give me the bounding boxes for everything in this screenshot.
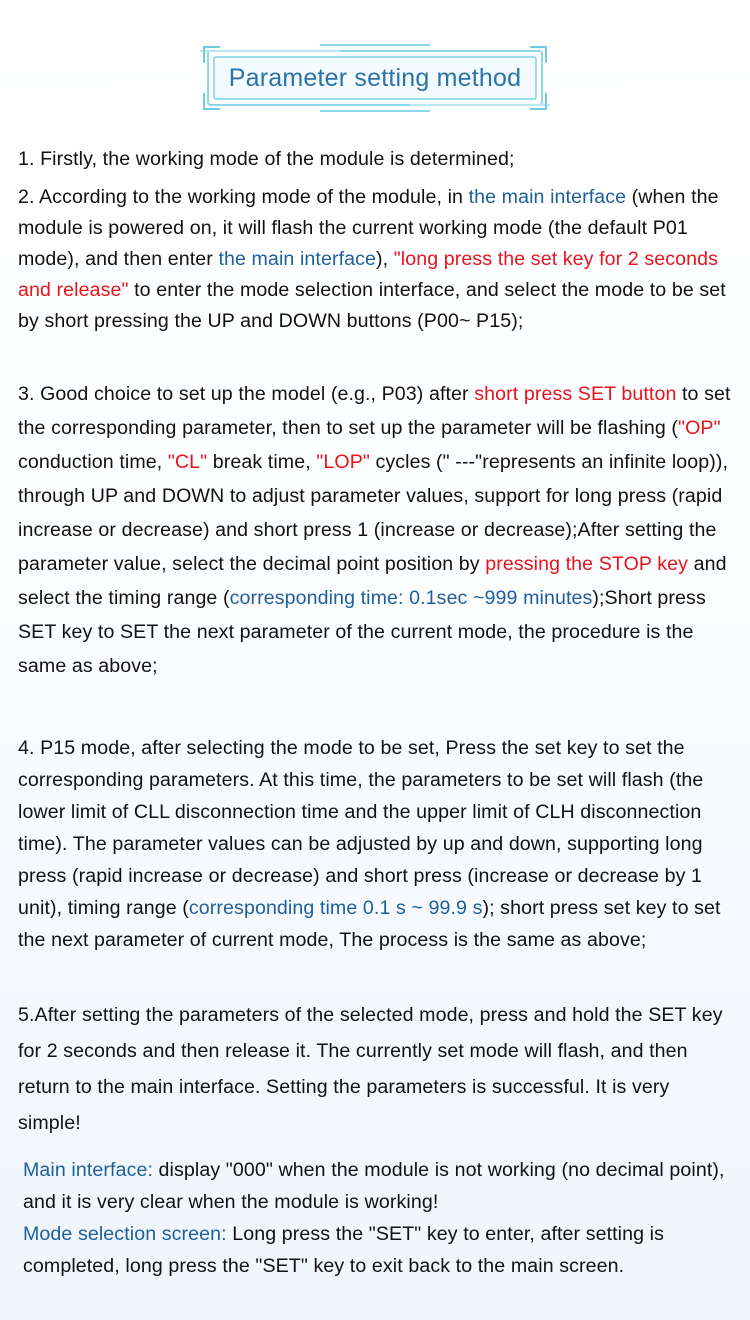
step-4-highlight-time-range: corresponding time 0.1 s ~ 99.9 s xyxy=(188,897,483,919)
title-banner xyxy=(200,43,550,113)
step-2-highlight-main-interface-1: the main interface xyxy=(468,186,627,208)
mode-selection-text: Long press the "SET" key to enter, after setting is completed, long press the "SET" key to exit back to the main screen. xyxy=(23,1223,665,1277)
step-3-text-5: cycles (" ---"represents an infinite loop)), through UP and DOWN to adjust parameter values, support for long press (rapid increase or decrease) and short press 1 (increase or decrease);After setting the parameter value, select the decimal point position by xyxy=(18,451,729,575)
main-interface-text: display "000" when the module is not working (no decimal point), and it is very clear when the module is working! xyxy=(23,1159,725,1213)
page-title: Parameter setting method xyxy=(228,63,522,92)
step-2-text-4: to enter the mode selection interface, and select the mode to be set by short pressing the UP and DOWN buttons (P00~ P15); xyxy=(18,279,726,332)
step-3 xyxy=(18,377,734,683)
main-interface-label: Main interface: xyxy=(23,1159,154,1181)
mode-selection-label: Mode selection screen: xyxy=(23,1223,227,1245)
step-2 xyxy=(18,182,734,337)
step-4 xyxy=(18,732,734,956)
step-3-text-6: and select the timing range ( xyxy=(18,553,727,609)
step-3-text-3: conduction time, xyxy=(18,451,168,473)
step-3-highlight-op: "OP" xyxy=(678,417,721,439)
step-2-text-3: ), xyxy=(376,248,394,270)
step-3-text-4: break time, xyxy=(207,451,317,473)
step-3-highlight-time-range: corresponding time: 0.1sec ~999 minutes xyxy=(229,587,593,609)
step-3-highlight-short-press-set: short press SET button xyxy=(474,383,677,405)
step-4-text-1: 4. P15 mode, after selecting the mode to be set, Press the set key to set the corresponding parameters. At this time, the parameters to be set will flash (the lower limit of CLL disconnection time and the upper limit of CLH disconnection time). The parameter values can be adjusted by up and down, supporting long press (rapid increase or decrease) and short press (increase or decrease by 1 unit), timing range ( xyxy=(18,737,704,919)
step-3-text-2: to set the corresponding parameter, then to set up the parameter will be flashing ( xyxy=(18,383,731,439)
step-5 xyxy=(18,997,734,1141)
step-2-text-2: (when the module is powered on, it will flash the current working mode (the default P01 mode), and then enter xyxy=(18,186,719,270)
notes xyxy=(23,1154,735,1282)
step-3-text-1: 3. Good choice to set up the model (e.g., P03) after xyxy=(18,383,475,405)
step-1 xyxy=(18,144,734,175)
step-1-text: 1. Firstly, the working mode of the module is determined; xyxy=(18,148,515,170)
step-2-text-1: 2. According to the working mode of the module, in xyxy=(18,186,469,208)
step-3-text-7: );Short press SET key to SET the next parameter of the current mode, the procedure is the same as above; xyxy=(18,587,706,677)
step-3-highlight-stop-key: pressing the STOP key xyxy=(485,553,689,575)
step-2-highlight-long-press: "long press the set key for 2 seconds and release" xyxy=(18,248,719,301)
step-3-highlight-cl: "CL" xyxy=(167,451,208,473)
step-3-highlight-lop: "LOP" xyxy=(316,451,370,473)
step-2-highlight-main-interface-2: the main interface xyxy=(218,248,376,270)
step-5-text: 5.After setting the parameters of the selected mode, press and hold the SET key for 2 seconds and then release it. The currently set mode will flash, and then return to the main interface. Setting the parameters is successful. It is very simple! xyxy=(18,1004,723,1134)
step-4-text-2: ); short press set key to set the next parameter of current mode, The process is the same as above; xyxy=(18,897,721,951)
